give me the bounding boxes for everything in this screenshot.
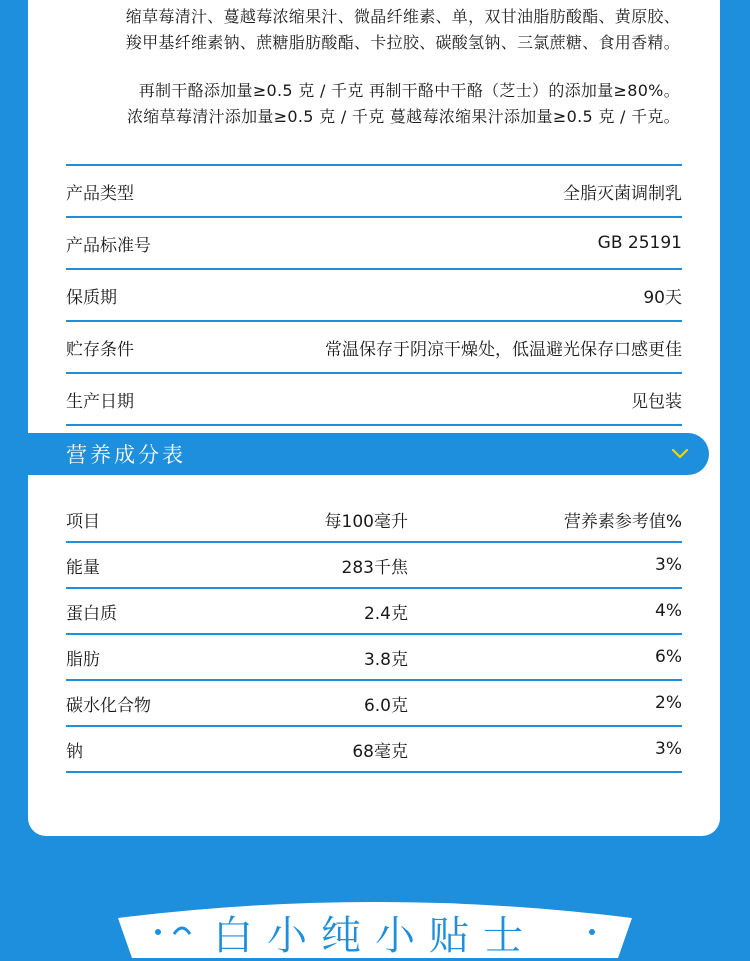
nutrient-nrv: 4% — [655, 601, 682, 621]
table-header-row — [66, 497, 682, 543]
product-info-table — [66, 164, 682, 426]
info-label: 贮存条件 — [66, 339, 134, 360]
nutrient-amount: 283千焦 — [341, 557, 408, 578]
chevron-down-icon[interactable] — [671, 448, 689, 460]
tips-banner — [118, 898, 632, 958]
nutrient-nrv: 3% — [655, 555, 682, 575]
nutrient-amount: 6.0克 — [363, 695, 408, 716]
info-row-standard — [66, 216, 682, 268]
info-value: 常温保存于阴凉干燥处，低温避光保存口感更佳 — [325, 339, 682, 360]
nutrient-name: 钠 — [66, 741, 83, 762]
table-row — [66, 727, 682, 773]
additive-line: 再制干酪添加量≥0.5 克 / 千克 再制干酪中干酪（芝士）的添加量≥80%。 — [138, 81, 680, 100]
nutrient-amount: 3.8克 — [363, 649, 408, 670]
table-row — [66, 681, 682, 727]
ingredients-line: 缩草莓清汁、蔓越莓浓缩果汁、微晶纤维素、单，双甘油脂肪酸酯、黄原胶、 — [125, 7, 680, 26]
nutrient-name: 蛋白质 — [66, 603, 117, 624]
additive-line: 浓缩草莓清汁添加量≥0.5 克 / 千克 蔓越莓浓缩果汁添加量≥0.5 克 / 千克。 — [127, 107, 680, 126]
nutrition-section-header[interactable] — [28, 433, 709, 475]
section-title: 营养成分表 — [66, 443, 186, 467]
header-nrv: 营养素参考值% — [563, 511, 682, 532]
info-value: 全脂灭菌调制乳 — [563, 183, 682, 204]
ingredients-text — [60, 4, 680, 130]
nutrient-nrv: 6% — [655, 647, 682, 667]
nutrient-amount: 68毫克 — [352, 741, 408, 762]
info-label: 产品类型 — [66, 183, 134, 204]
nutrient-name: 能量 — [66, 557, 100, 578]
ingredients-line: 羧甲基纤维素钠、蔗糖脂肪酸酯、卡拉胶、碳酸氢钠、三氯蔗糖、食用香精。 — [125, 33, 680, 52]
info-value: 90天 — [643, 287, 682, 308]
header-per-100ml: 每100毫升 — [324, 511, 408, 532]
info-row-shelf-life — [66, 268, 682, 320]
nutrition-table — [66, 497, 682, 773]
info-label: 生产日期 — [66, 391, 134, 412]
nutrient-nrv: 2% — [655, 693, 682, 713]
nutrient-amount: 2.4克 — [363, 603, 408, 624]
info-row-production-date — [66, 372, 682, 426]
table-row — [66, 635, 682, 681]
tips-title: 白小纯小贴士 — [213, 913, 537, 959]
info-row-type — [66, 164, 682, 216]
nutrient-name: 碳水化合物 — [66, 695, 151, 716]
nutrient-name: 脂肪 — [66, 649, 100, 670]
info-row-storage — [66, 320, 682, 372]
table-row — [66, 543, 682, 589]
table-row — [66, 589, 682, 635]
info-label: 保质期 — [66, 287, 117, 308]
header-item: 项目 — [66, 511, 100, 532]
info-label: 产品标准号 — [66, 235, 151, 256]
info-value: GB 25191 — [597, 233, 682, 253]
info-value: 见包装 — [631, 391, 682, 412]
nutrient-nrv: 3% — [655, 739, 682, 759]
